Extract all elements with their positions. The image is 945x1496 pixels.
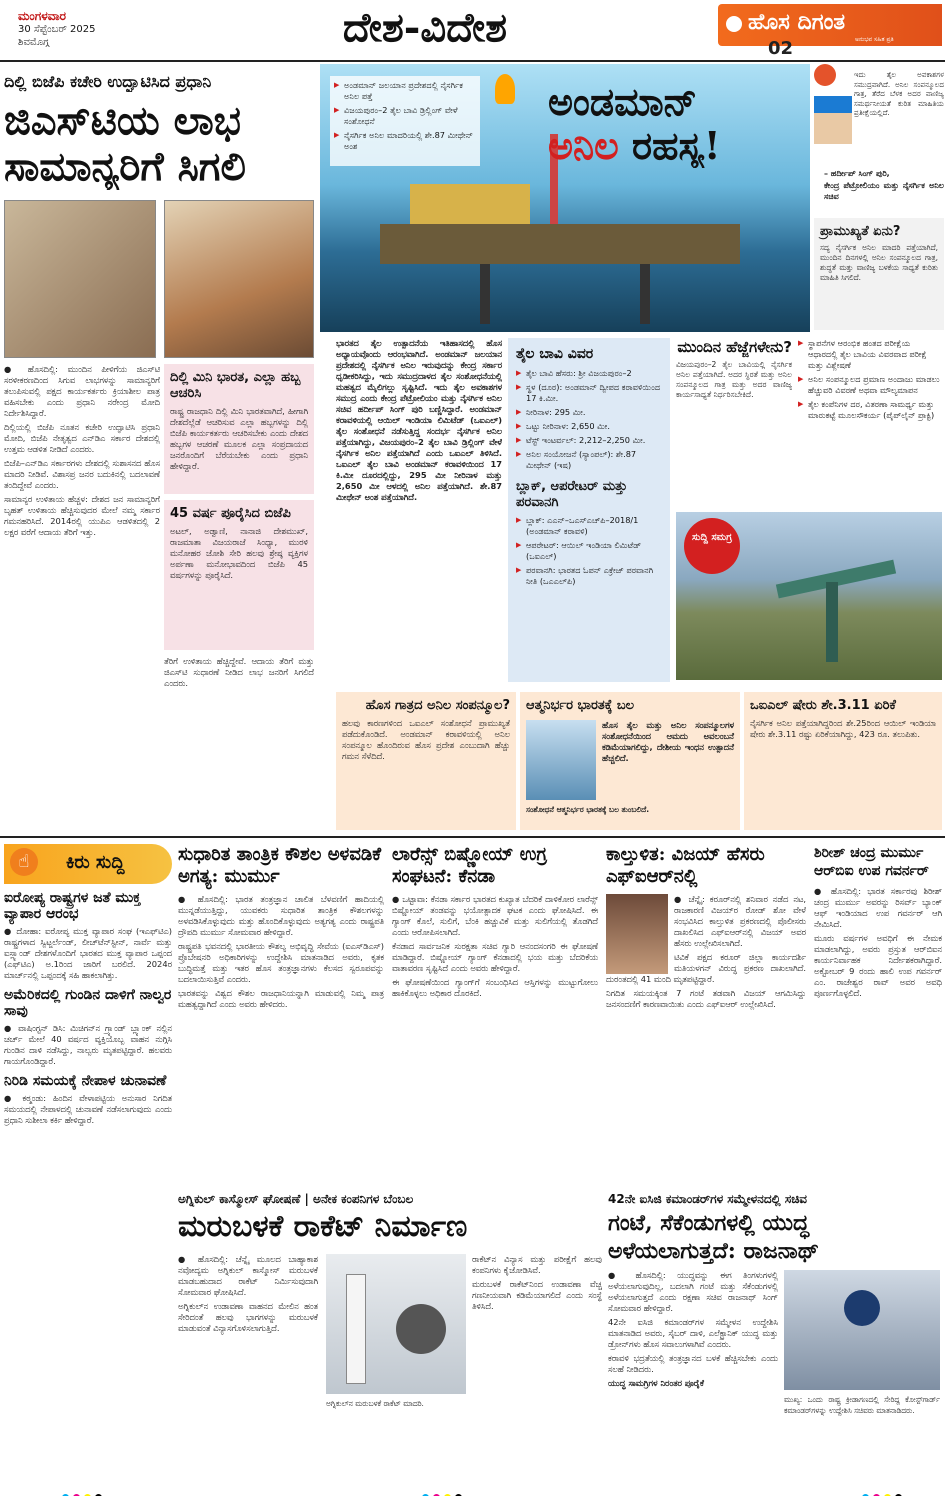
gas-title: ಹೊಸ ಗಾತ್ರದ ಅನಿಲ ಸಂಪನ್ಮೂಲ? bbox=[365, 698, 510, 713]
self-reliant-box bbox=[520, 692, 740, 830]
well-title: ತೈಲ ಬಾವಿ ವಿವರ bbox=[516, 346, 594, 362]
well-item: ▶ ಸ್ಥಳ (ದೂರ): ಅಂಡಮಾನ್ ದ್ವೀಪದ ಕರಾವಳಿಯಿಂದ 17 ಕಿ.ಮೀ. bbox=[516, 382, 662, 404]
block-item: ▶ ಬ್ಲಾಕ್: ಎಎನ್–ಒಎಸ್‌ಎಚ್‌ಪಿ–2018/1 (ಅಂಡಮಾನ್ ಕರಾವಳಿ) bbox=[516, 515, 662, 537]
why-title: ಪ್ರಾಮುಖ್ಯತೆ ಏನು? bbox=[820, 224, 901, 239]
kiru-title: ಕಿರು ಸುದ್ದಿ bbox=[66, 852, 125, 873]
page-number: 02 bbox=[768, 38, 794, 59]
rocket-kicker: ಅಗ್ನಿಕುಲ್ ಕಾಸ್ಮೋಸ್ ಘೋಷಣೆ | ಅನೇಕ ಕಂಪನಿಗಳ ಬೆಂಬಲ bbox=[178, 1192, 414, 1206]
canada-story bbox=[392, 844, 598, 1184]
karur-title: ಕಾಲ್ತುಳಿತ: ವಿಜಯ್ ಹೆಸರು ಎಫ್‌ಐಆರ್‌ನಲ್ಲಿ bbox=[606, 844, 765, 887]
finger-icon: ☝ bbox=[10, 848, 38, 876]
lead-photo-1 bbox=[4, 200, 156, 358]
kiru-s3-title: ನಿರಿಡಿ ಸಮಯಕ್ಕೆ ನೇಪಾಳ ಚುನಾವಣೆ bbox=[4, 1073, 167, 1089]
next-body: ವಿಜಯಪುರಂ–2 ತೈಲ ಬಾವಿಯಲ್ಲಿ ನೈಸರ್ಗಿಕ ಅನಿಲ ಪತ್ತೆಯಾಗಿದೆ. ಅದರ ಸ್ಥಿರತೆ ಮತ್ತು ಅನಿಲ ಸಂಪನ್ಮೂಲದ ಗಾತ್ರ ಮತ್ತು ಅದರ ವಾಣಿಜ್ಯ ಕಾರ್ಯಸಾಧ್ಯತೆ ನಿರ್ಧರಿಸಬೇಕಿದೆ. bbox=[676, 360, 792, 399]
shirish-body bbox=[814, 886, 942, 999]
rocket-para: ● ಹೊಸದಿಲ್ಲಿ: ಚೆನ್ನೈ ಮೂಲದ ಬಾಹ್ಯಾಕಾಶ ನವೋದ್ಯಮ ಅಗ್ನಿಕುಲ್ ಕಾಸ್ಮೋಸ್ ಮರುಬಳಕೆ ಮಾಡಬಹುದಾದ ರಾಕೆಟ್ ನಿರ್ಮಿಸುವುದಾಗಿ ಸೋಮವಾರ ಘೋಷಿಸಿದೆ. bbox=[178, 1254, 318, 1297]
kiru-s2-body: ● ವಾಷಿಂಗ್ಟನ್ ಡಿಸಿ: ಮಿಚಿಗನ್‌ನ ಗ್ರ್ಯಾಂಡ್ ಬ್ಲ್ಯಾಂಕ್ ನಲ್ಲಿನ ಚರ್ಚ್ ಮೇಲೆ 40 ವರ್ಷದ ವ್ಯಕ್ತಿಯೊಬ್ಬ ವಾಹನ ನುಗ್ಗಿಸಿ ಗುಂಡಿನ ದಾಳಿ ನಡೆಸಿದ್ದು, ನಾಲ್ವರು ಮೃತಪಟ್ಟಿದ್ದಾರೆ. ಹಲವರು ಗಾಯಗೊಂಡಿದ್ದಾರೆ. bbox=[4, 1023, 172, 1066]
lead-photo-2 bbox=[164, 200, 314, 358]
shirish-story bbox=[814, 844, 942, 1184]
murmu-para: ಭಾರತವನ್ನು ವಿಶ್ವದ ಕೌಶಲ ರಾಜಧಾನಿಯನ್ನಾಗಿ ಮಾಡುವಲ್ಲಿ ನಿಮ್ಮ ಪಾತ್ರ ಮಹತ್ವದ್ದಾಗಿದೆ ಎಂದು ಅವರು ಹೇಳಿದರು. bbox=[178, 988, 384, 1009]
city-label: ಶಿವಮೊಗ್ಗ bbox=[18, 37, 50, 48]
kiru-s1-body: ● ದೋಹಾ: ಐರೋಪ್ಯ ಮುಕ್ತ ವ್ಯಾಪಾರ ಸಂಘ (ಇಎಫ್‌ಟಿಎ) ರಾಷ್ಟ್ರಗಳಾದ ಸ್ವಿಟ್ಜರ್ಲೆಂಡ್, ಲೀಚ್‌ಟೆನ್‌ಸ್ಟೀನ್, ನಾರ್ವೆ ಮತ್ತು ಐಸ್ಲ್ಯಾಂಡ್ ದೇಶಗಳೊಂದಿಗೆ ಭಾರತದ ಮುಕ್ತ ವ್ಯಾಪಾರ ಒಪ್ಪಂದ (ಎಫ್‌ಟಿಎ) ಅ.1ರಿಂದ ಜಾರಿಗೆ ಬರಲಿದೆ. 2024ರ ಮಾರ್ಚ್‌ನಲ್ಲಿ ಒಪ್ಪಂದಕ್ಕೆ ಸಹಿ ಹಾಕಲಾಗಿತ್ತು. bbox=[4, 926, 172, 980]
brand-tagline: ಅನುಭವ ಸಹಿತ ಪ್ರತಿ bbox=[855, 36, 894, 43]
kiru-banner bbox=[4, 844, 172, 884]
lead-body-col1 bbox=[4, 364, 160, 834]
rajnath-photo bbox=[784, 1270, 940, 1390]
lead-body-col2 bbox=[164, 656, 314, 832]
quote-role: ಕೇಂದ್ರ ಪೆಟ್ರೋಲಿಯಂ ಮತ್ತು ನೈಸರ್ಗಿಕ ಅನಿಲ ಸಚಿವ bbox=[824, 181, 944, 201]
share-body: ನೈಸರ್ಗಿಕ ಅನಿಲ ಪತ್ತೆಯಾಗಿದ್ದರಿಂದ ಶೇ.25ರಿಂದ ಆಯಿಲ್ ಇಂಡಿಯಾ ಷೇರು ಶೇ.3.11 ರಷ್ಟು ಏರಿಕೆಯಾಗಿದ್ದು, 423 ರೂ. ತಲುಪಿತು. bbox=[750, 718, 936, 739]
engine-icon bbox=[396, 1304, 446, 1354]
self-caption: ಸಂಶೋಧನೆ ಆತ್ಮನಿರ್ಭರ ಭಾರತಕ್ಕೆ ಬಲ ತುಂಬಲಿದೆ. bbox=[526, 805, 650, 814]
rocket-photo bbox=[326, 1254, 466, 1394]
block-item: ▶ ಪರವಾನಗಿ: ಭಾರತದ ಓಪನ್ ಎಕ್ರೇಜ್ ಪರವಾನಗಿ ನೀತಿ (ಒಎಎಲ್‌ಪಿ) bbox=[516, 565, 662, 587]
canada-title: ಲಾರೆನ್ಸ್ ಬಿಷ್ಣೋಯ್ ಉಗ್ರ ಸಂಘಟನೆ: ಕೆನಡಾ bbox=[392, 844, 547, 887]
hero-bullet: ▶ ಅಂಡಮಾನ್ ಜಲಯಾನ ಪ್ರದೇಶದಲ್ಲಿ ನೈಸರ್ಗಿಕ ಅನಿಲ ಪತ್ತೆ bbox=[334, 80, 476, 102]
rig-deck bbox=[410, 184, 530, 224]
well-item: ▶ ತೈಲ ಬಾವಿ ಹೆಸರು: ಶ್ರೀ ವಿಜಯಪುರಂ–2 bbox=[516, 368, 662, 379]
block-item: ▶ ಆಪರೇಟರ್: ಆಯಿಲ್ ಇಂಡಿಯಾ ಲಿಮಿಟೆಡ್ (ಒಐಎಲ್) bbox=[516, 540, 662, 562]
rajnath-kicker: 42ನೇ ಐಸಿಜಿ ಕಮಾಂಡರ್‌ಗಳ ಸಮ್ಮೇಳನದಲ್ಲಿ ಸಚಿವ bbox=[608, 1192, 807, 1206]
quote-icon bbox=[814, 64, 836, 86]
rajnath-para: ● ಹೊಸದಿಲ್ಲಿ: ಯುದ್ಧವನ್ನು ಈಗ ತಿಂಗಳುಗಳಲ್ಲಿ ಅಳೆಯಲಾಗುವುದಿಲ್ಲ, ಬದಲಾಗಿ ಗಂಟೆ ಮತ್ತು ಸೆಕೆಂಡುಗಳಲ್ಲಿ ಅಳೆಯಲಾಗುತ್ತದೆ ಎಂದು ರಕ್ಷಣಾ ಸಚಿವ ರಾಜನಾಥ್ ಸಿಂಗ್ ಸೋಮವಾರ ಹೇಳಿದ್ದಾರೆ. bbox=[608, 1270, 778, 1313]
well-item: ▶ ಅನಿಲ ಸಂಯೋಜನೆ (ಸ್ಯಾಂಪಲ್): ಶೇ.87 ಮೀಥೇನ್ (ಇಷ) bbox=[516, 449, 662, 471]
karur-story bbox=[606, 844, 806, 1184]
kiru-s3-body: ● ಕಠ್ಮಂಡು: ಹಿಂದಿನ ವೇಳಾಪಟ್ಟಿಯ ಅನುಸಾರ ನಿಗದಿತ ಸಮಯದಲ್ಲಿ ನೇಪಾಳದಲ್ಲಿ ಚುನಾವಣೆ ನಡೆಸಲಾಗುವುದು ಎಂದು ಪ್ರಧಾನಿ ಸುಶೀಲಾ ಕರ್ಕಿ ಹೇಳಿದ್ದಾರೆ. bbox=[4, 1093, 172, 1125]
lead-para: ಸಾಮಾನ್ಯರ ಉಳಿತಾಯ ಹೆಚ್ಚಳ: ದೇಶದ ಜನ ಸಾಮಾನ್ಯರಿಗೆ ಬೃಹತ್ ಉಳಿತಾಯ ಹೆಚ್ಚಿಸುವುದರ ಮೇಲೆ ನಮ್ಮ ಸರ್ಕಾರ ಗಮನಹರಿಸಿದೆ. 2014ರಲ್ಲಿ ಯುಪಿಎ ಆಡಳಿತದಲ್ಲಿ 2 ಲಕ್ಷರ ವರೆಗೆ ಆದಾಯ ತೆರಿಗೆ ಇತ್ತು. bbox=[4, 494, 160, 537]
gas-box bbox=[336, 692, 516, 830]
next-item: ▶ ತೈಲ ಕಂಪೆನಿಗಳ ದರ, ವಿತರಣಾ ಸಾಮರ್ಥ್ಯ ಮತ್ತು ಮಾರುಕಟ್ಟೆ ಮೂಲಸೌಕರ್ಯ (ಪೈಪ್‌ಲೈನ್ ಪ್ರಾಕ್ಟಿ) bbox=[798, 399, 942, 421]
next-title: ಮುಂದಿನ ಹೆಜ್ಜೆಗಳೇನು? bbox=[677, 338, 792, 356]
mini-india-box bbox=[164, 364, 314, 494]
rocket-title: ಮರುಬಳಕೆ ರಾಕೆಟ್ ನಿರ್ಮಾಣ bbox=[178, 1209, 468, 1244]
hero-title-red: ಅನಿಲ bbox=[548, 123, 619, 168]
pumpjack-post bbox=[826, 582, 838, 662]
hero-title-line1: ಅಂಡಮಾನ್ bbox=[548, 80, 698, 124]
rajnath-title: ಗಂಟೆ, ಸೆಕೆಂಡುಗಳಲ್ಲಿ ಯುದ್ಧ ಅಳೆಯಲಾಗುತ್ತದೆ: ರಾಜನಾಥ್ bbox=[608, 1210, 820, 1264]
karur-para: ಟಿವಿಕೆ ಪಕ್ಷದ ಕರೂರ್ ಜಿಲ್ಲಾ ಕಾರ್ಯದರ್ಶಿ ಮತಿಯಳಗನ್ ವಿರುದ್ಧ ಪ್ರಕರಣ ದಾಖಲಾಗಿದೆ. ದುರಂತದಲ್ಲಿ 41 ಮಂದಿ ಮೃತಪಟ್ಟಿದ್ದಾರೆ. bbox=[606, 952, 806, 984]
suddi-samagra-badge: ಸುದ್ದಿ ಸಮಗ್ರ bbox=[684, 518, 740, 574]
lead-para: ಬಿಜೆಪಿ–ಎನ್‌ಡಿಎ ಸರ್ಕಾರಗಳು ದೇಶದಲ್ಲಿ ಸುಶಾಸನದ ಹೊಸ ಮಾದರಿ ನೀಡಿವೆ. ವಿಶಾಸಪ್ರ ಜನರ ಬದುಕಿನಲ್ಲಿ ಬದಲಾವಣೆ ತಂದಿದ್ದೇವೆ ಎಂದರು. bbox=[4, 458, 160, 490]
mini-india-body: ರಾಷ್ಟ್ರ ರಾಜಧಾನಿ ದಿಲ್ಲಿ ಮಿನಿ ಭಾರತವಾಗಿದೆ, ಹೀಗಾಗಿ ದೇಶದೆಲ್ಲೆಡೆ ಆಚರಿಸುವ ಎಲ್ಲಾ ಹಬ್ಬಗಳನ್ನು ದಿಲ್ಲಿ ಬಿಜೆಪಿ ಕಾರ್ಯಕರ್ತರು ಆಚರಿಸಬೇಕು ಎಂದು ದೇಶದ ಹಬ್ಬಗಳ ಆಚರಣೆ ಮೂಲಕ ಎಲ್ಲಾ ಸಂಪ್ರದಾಯದ ಜನರೊಂದಿಗೆ ಬೆರೆಯಬೇಕು ಎಂದು ಪ್ರಧಾನಿ ಹೇಳಿದ್ದಾರೆ. bbox=[170, 406, 308, 471]
brand-logo-icon bbox=[726, 16, 742, 32]
murmu-title: ಸುಧಾರಿತ ತಾಂತ್ರಿಕ ಕೌಶಲ ಅಳವಡಿಕೆ ಅಗತ್ಯ: ಮುರ್ಮು bbox=[178, 844, 382, 887]
rajnath-story bbox=[608, 1192, 942, 1482]
canada-para: ● ಒಟ್ಟಾವಾ: ಕೆನಡಾ ಸರ್ಕಾರ ಭಾರತದ ಕುಖ್ಯಾತ ಬೆದರಿಕೆ ದಾಳಿಕೋರ ಲಾರೆನ್ಸ್ ಬಿಷ್ಣೋಯ್ ತಂಡವನ್ನು ಭಯೋತ್ಪಾದಕ ಘಟಕ ಎಂದು ಘೋಷಿಸಿದೆ. ಈ ಗ್ಯಾಂಗ್ ಕೊಲೆ, ಸುಲಿಗೆ, ಬೆಂಕಿ ಹಚ್ಚುವಿಕೆ ಮತ್ತು ಸುಲಿಗೆಯಲ್ಲಿ ತೊಡಗಿದೆ ಎಂದು ಆರೋಪಿಸಲಾಗಿದೆ. bbox=[392, 894, 598, 937]
murmu-para: ರಾಷ್ಟ್ರಪತಿ ಭವನದಲ್ಲಿ ಭಾರತೀಯ ಕೌಶಲ್ಯ ಅಭಿವೃದ್ಧಿ ಸೇವೆಯ (ಐಎಸ್‌ಡಿಎಸ್) ಪ್ರೊಬೇಷನರಿ ಅಧಿಕಾರಿಗಳನ್ನು ಉದ್ದೇಶಿಸಿ ಮಾತನಾಡಿದ ಅವರು, ಕೃತಕ ಬುದ್ಧಿಮತ್ತೆ ಮತ್ತು ಇತರ ಹೊಸ ತಂತ್ರಜ್ಞಾನಗಳು ಕೆಲಸದ ಸ್ವರೂಪವನ್ನು ಬದಲಾಯಿಸುತ್ತಿವೆ ಎಂದರು. bbox=[178, 941, 384, 984]
lead-para: ದಿಲ್ಲಿಯಲ್ಲಿ ಬಿಜೆಪಿ ನೂತನ ಕಚೇರಿ ಉದ್ಘಾಟಿಸಿ ಪ್ರಧಾನಿ ಮೋದಿ, ಬಿಜೆಪಿ ನೇತೃತ್ವದ ಎನ್‌ಡಿಎ ಸರ್ಕಾರ ದೇಶದಲ್ಲಿ ಉತ್ತಮ ಆಡಳಿತ ನೀಡಿದೆ ಎಂದರು. bbox=[4, 422, 160, 454]
print-marks bbox=[860, 1486, 920, 1496]
rajnath-para: 42ನೇ ಐಸಿಜಿ ಕಮಾಂಡರ್‌ಗಳ ಸಮ್ಮೇಳನ ಉದ್ದೇಶಿಸಿ ಮಾತನಾಡಿದ ಅವರು, ಸೈಬರ್ ದಾಳಿ, ಎಲೆಕ್ಟ್ರಾನಿಕ್ ಯುದ್ಧ ಮತ್ತು ಡ್ರೋನ್‌ಗಳು ಹೊಸ ಸವಾಲುಗಳಾಗಿವೆ ಎಂದರು. bbox=[608, 1317, 778, 1349]
quote-name: – ಹರ್ದೀಪ್ ಸಿಂಗ್ ಪುರಿ, bbox=[824, 169, 890, 178]
rig-small-photo bbox=[526, 720, 596, 800]
print-marks bbox=[420, 1486, 480, 1496]
karur-para: ● ಚೆನ್ನೈ: ಕರೂರ್‌ನಲ್ಲಿ ಶನಿವಾರ ನಡೆದ ನಟ, ರಾಜಕಾರಣಿ ವಿಜಯ್‌ರ ರೋಡ್ ಶೋ ವೇಳೆ ಸಂಭವಿಸಿದ ಕಾಲ್ತುಳಿತ ಪ್ರಕರಣದಲ್ಲಿ ಪೊಲೀಸರು ದಾಖಲಿಸಿದ ಎಫ್‌ಐಆರ್‌ನಲ್ಲಿ ವಿಜಯ್ ಅವರ ಹೆಸರು ಉಲ್ಲೇಖಿಸಲಾಗಿದೆ. bbox=[674, 894, 806, 948]
flare-fire bbox=[495, 74, 515, 104]
bjp-45-box bbox=[164, 500, 314, 650]
print-marks bbox=[60, 1486, 120, 1496]
next-list bbox=[798, 338, 942, 508]
shirish-para: ● ಹೊಸದಿಲ್ಲಿ: ಭಾರತ ಸರ್ಕಾರವು ಶಿರೀಶ್ ಚಂದ್ರ ಮುರ್ಮು ಅವರನ್ನು ರಿಸರ್ವ್ ಬ್ಯಾಂಕ್ ಆಫ್ ಇಂಡಿಯಾದ ಉಪ ಗವರ್ನರ್ ಆಗಿ ನೇಮಿಸಿದೆ. bbox=[814, 886, 942, 929]
well-details-box bbox=[508, 338, 670, 682]
karur-para: ನಿಗದಿತ ಸಮಯಕ್ಕಿಂತ 7 ಗಂಟೆ ತಡವಾಗಿ ವಿಜಯ್ ಆಗಮಿಸಿದ್ದು ಜನಸಂದಣಿಗೆ ಕಾರಣವಾಯಿತು ಎಂದು ಎಫ್‌ಐಆರ್ ಉಲ್ಲೇಖಿಸಿದೆ. bbox=[606, 988, 806, 1009]
murmu-story bbox=[178, 844, 384, 1184]
hero-bullets bbox=[330, 76, 480, 166]
kiru-s2-title: ಅಮೆರಿಕದಲ್ಲಿ ಗುಂಡಿನ ದಾಳಿಗೆ ನಾಲ್ವರ ಸಾವು bbox=[4, 987, 172, 1019]
quote-body: ಇದು ತೈಲ ಅವಕಾಶಗಳ ಸಮುದ್ರವಾಗಿದೆ. ಅನಿಲ ಸಂಪನ್ಮೂಲದ ಗಾತ್ರ, ತೆರೆದ ಬೆಳಕ ಅದರ ವಾಣಿಜ್ಯ ಸಮರ್ಥನೀಯತೆ ಕುರಿತ ಮಾಹಿತಿಯ ಪ್ರತೀಕ್ಷೆಯಲ್ಲಿದೆ. bbox=[854, 70, 944, 117]
lead-kicker: ದಿಲ್ಲಿ ಬಿಜೆಪಿ ಕಚೇರಿ ಉದ್ಘಾಟಿಸಿದ ಪ್ರಧಾನಿ bbox=[4, 72, 212, 91]
section-title: ದೇಶ-ವಿದೇಶ bbox=[342, 4, 508, 51]
well-item: ▶ ನೀರಿನಾಳ: 295 ಮೀ. bbox=[516, 407, 662, 418]
next-steps bbox=[676, 338, 792, 508]
rocket-para: ಮರುಬಳಕೆ ರಾಕೆಟ್‌ನಿಂದ ಉಡಾವಣಾ ವೆಚ್ಚ ಗಣನೀಯವಾಗಿ ಕಡಿಮೆಯಾಗಲಿದೆ ಎಂದು ಸಂಸ್ಥೆ ತಿಳಿಸಿದೆ. bbox=[472, 1279, 602, 1311]
murmu-body bbox=[178, 894, 384, 1010]
date-label: 30 ಸೆಪ್ಟೆಂಬರ್ 2025 bbox=[18, 24, 96, 35]
rig-platform bbox=[380, 224, 740, 264]
brand-name: ಹೊಸ ದಿಗಂತ bbox=[748, 10, 846, 35]
rajnath-caption: ಮುಖ್ಯ: ಒಂದು ರಾಷ್ಟ್ರ ಕ್ರೀಡಾಗಣದಲ್ಲಿ ಸೇರಿದ್ದ ಕೋಸ್ಟ್‌ಗಾರ್ಡ್ ಕಮಾಂಡರ್‌ಗಳನ್ನು ಉದ್ದೇಶಿಸಿ ಸಚಿವರು ಮಾತನಾಡಿದರು. bbox=[784, 1395, 940, 1415]
rig-leg bbox=[640, 264, 650, 324]
block-title: ಬ್ಲಾಕ್, ಆಪರೇಟರ್ ಮತ್ತು ಪರವಾನಗಿ bbox=[516, 479, 628, 510]
rocket-caption: ಅಗ್ನಿಕುಲ್‌ನ ಮರುಬಳಕೆ ರಾಕೆಟ್ ಮಾದರಿ. bbox=[326, 1399, 424, 1408]
rocket-para: ರಾಕೆಟ್‌ನ ವಿನ್ಯಾಸ ಮತ್ತು ಪರೀಕ್ಷೆಗೆ ಹಲವು ಕಂಪನಿಗಳು ಕೈಜೋಡಿಸಿವೆ. bbox=[472, 1254, 602, 1275]
lead-para: ● ಹೊಸದಿಲ್ಲಿ: ಮುಂದಿನ ಪೀಳಿಗೆಯ ಜಿಎಸ್‌ಟಿ ಸರಳೀಕರಣದಿಂದ ಸಿಗುವ ಲಾಭಗಳನ್ನು ಸಾಮಾನ್ಯರಿಗೆ ತಲುಪಿಸುವಲ್ಲಿ ಪಕ್ಷದ ಕಾರ್ಯಕರ್ತರು ಕ್ರಿಯಾಶೀಲ ಪಾತ್ರ ವಹಿಸಬೇಕು ಎಂದು ಪ್ರಧಾನಿ ನರೇಂದ್ರ ಮೋದಿ ನಿರ್ದೇಶಿಸಿದ್ದಾರೆ. bbox=[4, 364, 160, 418]
shirish-title: ಶಿರೀಶ್ ಚಂದ್ರ ಮುರ್ಮು ಆರ್‌ಬಿಐ ಉಪ ಗವರ್ನರ್ bbox=[814, 845, 929, 879]
hero-article: ಭಾರತದ ತೈಲ ಉತ್ಪಾದನೆಯ ಇತಿಹಾಸದಲ್ಲಿ ಹೊಸ ಅಧ್ಯಾಯವೊಂದು ಆರಂಭವಾಗಿದೆ. ಅಂಡಮಾನ್ ಜಲಯಾನ ಪ್ರದೇಶದಲ್ಲಿ ನೈಸರ್ಗಿಕ ಅನಿಲ ಇರುವುದನ್ನು ಕೇಂದ್ರ ಸರ್ಕಾರ ಧೃಡೀಕರಿಸಿದ್ದು, ಇದು ಸಮುದ್ರದಾಳದ ತೈಲ ಸಂಶೋಧನೆಯಲ್ಲಿ ಮಹತ್ವದ ಮೈಲಿಗಲ್ಲು ಸೃಷ್ಟಿಸಿದೆ. ಇದು ತೈಲ ಅವಕಾಶಗಳ ಸಮುದ್ರ ಎಂದು ಕೇಂದ್ರ ಪೆಟ್ರೋಲಿಯಂ ಮತ್ತು ನೈಸರ್ಗಿಕ ಅನಿಲ ಸಚಿವ ಹರ್ದೀಪ್ ಸಿಂಗ್ ಪುರಿ ಬಣ್ಣಿಸಿದ್ದಾರೆ. ಅಂಡಮಾನ್ ಕರಾವಳಿಯಲ್ಲಿ ಆಯಿಲ್ ಇಂಡಿಯಾ ಲಿಮಿಟೆಡ್ (ಒಐಎಲ್) ತೈಲ ಸಂಶೋಧನೆ ನಡೆಸುತ್ತಿದ್ದ ಸಂದರ್ಭ ನೈಸರ್ಗಿಕ ಅನಿಲ ಪತ್ತೆಯಾಗಿದ್ದು, ವಿಜಯಪುರಂ–2 ತೈಲ ಬಾವಿ ಡ್ರಿಲ್ಲಿಂಗ್ ವೇಳೆ ನೈಸರ್ಗಿಕ ಅನಿಲ ಪತ್ತೆಯಾಗಿದೆ ಎಂದು ಒಐಎಲ್ ತಿಳಿಸಿದೆ. ಒಐಎಲ್ ತೈಲ ಬಾವಿ ಅಂಡಮಾನ್ ಕರಾವಳಿಯಿಂದ 17 ಕಿ.ಮೀ ದೂರದಲ್ಲಿದ್ದು, 295 ಮೀ ನೀರಿನಾಳ ಮತ್ತು 2,650 ಮೀ ಆಳದಲ್ಲಿ ಅನಿಲ ಪತ್ತೆಯಾಗಿದೆ. ಶೇ.87 ಮೀಥೇನ್ ಅಂಶ ಪತ್ತೆಯಾಗಿದೆ. bbox=[336, 338, 502, 502]
hero-title bbox=[548, 80, 798, 168]
mid-rule bbox=[0, 836, 945, 838]
mini-india-title: ದಿಲ್ಲಿ ಮಿನಿ ಭಾರತ, ಎಲ್ಲಾ ಹಬ್ಬ ಆಚರಿಸಿ bbox=[170, 370, 301, 401]
share-title: ಒಐಎಲ್ ಷೇರು ಶೇ.3.11 ಏರಿಕೆ bbox=[750, 698, 896, 713]
gas-body: ಹಲವು ಕಾರಣಗಳಿಂದ ಒಐಎಲ್ ಸಂಶೋಧನೆ ಪ್ರಾಮುಖ್ಯತೆ ಪಡೆದುಕೊಂಡಿದೆ. ಅಂಡಮಾನ್ ಕರಾವಳಿಯಲ್ಲಿ ಅನಿಲ ಸಂಪನ್ಮೂಲ ಹೊಂದಿರುವ ಹೊಸ ಪ್ರದೇಶ ಎಂಬುದಾಗಿ ಹೆಚ್ಚು ಗಮನ ಸೆಳೆದಿದೆ. bbox=[342, 718, 510, 761]
kiru-column bbox=[4, 890, 172, 1490]
why-box bbox=[814, 218, 944, 330]
coast-guard-emblem bbox=[844, 1290, 880, 1326]
header-rule bbox=[0, 60, 945, 62]
shirish-para: ಮೂರು ವರ್ಷಗಳ ಅವಧಿಗೆ ಈ ನೇಮಕ ಮಾಡಲಾಗಿದ್ದು, ಅವರು ಪ್ರಸ್ತುತ ಆರ್‌ಬಿಐನ ಕಾರ್ಯನಿರ್ವಾಹಕ ನಿರ್ದೇಶಕರಾಗಿದ್ದಾರೆ. ಅಕ್ಟೋಬರ್ 9 ರಂದು ಹಾಲಿ ಉಪ ಗವರ್ನರ್ ಎಂ. ರಾಜೇಶ್ವರ ರಾವ್ ಅವರ ಅವಧಿ ಪೂರ್ಣಗೊಳ್ಳಲಿದೆ. bbox=[814, 933, 942, 998]
rocket-icon bbox=[346, 1274, 366, 1384]
hero-bullet: ▶ ವಿಜಯಪುರಂ–2 ತೈಲ ಬಾವಿ ಡ್ರಿಲ್ಲಿಂಗ್ ವೇಳೆ ಸಂಶೋಧನೆ bbox=[334, 105, 476, 127]
day-label: ಮಂಗಳವಾರ bbox=[18, 10, 67, 23]
canada-body bbox=[392, 894, 598, 999]
self-body: ಹೊಸ ತೈಲ ಮತ್ತು ಅನಿಲ ಸಂಪನ್ಮೂಲಗಳ ಸಂಶೋಧನೆಯಿಂದ ಆಮದು ಅವಲಂಬನೆ ಕಡಿಮೆಯಾಗಲಿದ್ದು, ದೇಶೀಯ ಇಂಧನ ಉತ್ಪಾದನೆ ಹೆಚ್ಚಲಿದೆ. bbox=[602, 720, 734, 763]
next-item: ▶ ಅನಿಲ ಸಂಪನ್ಮೂಲದ ಪ್ರಮಾಣ ಅಂದಾಜು ಮಾಡಲು ಹೆಚ್ಚುವರಿ ವಿವರಣೆ ಅಥವಾ ಮೌಲ್ಯಮಾಪನ bbox=[798, 374, 942, 396]
well-item: ▶ ಟೆಸ್ಟ್ ಇಂಟರ್ವಲ್: 2,212–2,250 ಮೀ. bbox=[516, 435, 662, 446]
share-box bbox=[744, 692, 942, 830]
rocket-body-col1 bbox=[178, 1254, 318, 1337]
bjp-45-body: ಅಟಲ್, ಅಡ್ವಾಣಿ, ನಾನಾಜಿ ದೇಶಮುಖ್, ರಾಜಮಾತಾ ವಿಜಯರಾಜೆ ಸಿಂಧ್ಯಾ, ಮುರಳಿ ಮನೋಹರ ಜೋಶಿ ಸೇರಿ ಹಲವು ಶ್ರೇಷ್ಠ ವ್ಯಕ್ತಿಗಳ ಅರ್ಪಣಾ ಮನೋಭಾವದಿಂದ ಬಿಜೆಪಿ 45 ವರ್ಷಗಳನ್ನು ಪೂರೈಸಿದೆ. bbox=[170, 526, 308, 580]
masthead-date bbox=[18, 10, 218, 49]
why-body: ಸದ್ಯ ನೈಸರ್ಗಿಕ ಅನಿಲ ಮಾದರಿ ಪತ್ತೆಯಾಗಿದೆ, ಮುಂದಿನ ದಿನಗಳಲ್ಲಿ ಅನಿಲ ಸಂಪನ್ಮೂಲದ ಗಾತ್ರ, ಶುದ್ಧತೆ ಮತ್ತು ವಾಣಿಜ್ಯ ಬಳಕೆಯ ಸಾಧ್ಯತೆ ಕುರಿತು ಮಾಹಿತಿ ಸಿಗಲಿದೆ. bbox=[820, 243, 938, 282]
rajnath-footer: ಯುದ್ಧ ಸಾಮಗ್ರಿಗಳ ನಿರಂತರ ಪೂರೈಕೆ bbox=[608, 1378, 704, 1388]
murmu-para: ● ಹೊಸದಿಲ್ಲಿ: ಭಾರತ ತಂತ್ರಜ್ಞಾನ ಚಾಲಿತ ಬೆಳವಣಿಗೆ ಹಾದಿಯಲ್ಲಿ ಮುನ್ನಡೆಯುತ್ತಿದ್ದು, ಯುವಕರು ಸುಧಾರಿತ ತಾಂತ್ರಿಕ ಕೌಶಲಗಳನ್ನು ಅಳವಡಿಸಿಕೊಳ್ಳುವುದು ಮತ್ತು ಹೊಂದಿಕೊಳ್ಳುವುದು ಅತ್ಯಗತ್ಯ ಎಂದು ರಾಷ್ಟ್ರಪತಿ ದ್ರೌಪದಿ ಮುರ್ಮು ಸೋಮವಾರ ಹೇಳಿದ್ದಾರೆ. bbox=[178, 894, 384, 937]
canada-para: ಈ ಘೋಷಣೆಯಿಂದ ಗ್ಯಾಂಗ್‌ಗೆ ಸಂಬಂಧಿಸಿದ ಆಸ್ತಿಗಳನ್ನು ಮುಟ್ಟುಗೋಲು ಹಾಕಿಕೊಳ್ಳಲು ಅಧಿಕಾರ ದೊರಕಿದೆ. bbox=[392, 977, 598, 998]
lead-para: ತೆರಿಗೆ ಉಳಿತಾಯ ಹೆಚ್ಚಿದ್ದೇವೆ. ಆದಾಯ ತೆರಿಗೆ ಮತ್ತು ಜಿಎಸ್‌ಟಿ ಸುಧಾರಣೆ ನೀಡಿದ ಲಾಭ ಜನರಿಗೆ ಸಿಗಲಿದೆ ಎಂದರು. bbox=[164, 656, 314, 688]
well-item: ▶ ಒಟ್ಟು ನೀರಿನಾಳ: 2,650 ಮೀ. bbox=[516, 421, 662, 432]
canada-para: ಕೆನಡಾದ ಸಾರ್ವಜನಿಕ ಸುರಕ್ಷತಾ ಸಚಿವ ಗ್ಯಾರಿ ಆನಂದಸಂಗರಿ ಈ ಘೋಷಣೆ ಮಾಡಿದ್ದಾರೆ. ಬಿಷ್ಣೋಯ್ ಗ್ಯಾಂಗ್ ಕೆನಡಾದಲ್ಲಿ ಭಯ ಮತ್ತು ಬೆದರಿಕೆಯ ವಾತಾವರಣ ಸೃಷ್ಟಿಸಿದೆ ಎಂದು ಅವರು ಹೇಳಿದ್ದಾರೆ. bbox=[392, 941, 598, 973]
hero-bullet: ▶ ನೈಸರ್ಗಿಕ ಅನಿಲ ಮಾದರಿಯಲ್ಲಿ ಶೇ.87 ಮೀಥೇನ್ ಅಂಶ bbox=[334, 130, 476, 152]
rig-leg bbox=[480, 264, 490, 324]
rocket-para: ಅಗ್ನಿಕುಲ್‌ನ ಉಡಾವಣಾ ವಾಹನದ ಮೇಲಿನ ಹಂತ ಸೇರಿದಂತೆ ಹಲವು ಭಾಗಗಳನ್ನು ಮರುಬಳಕೆ ಮಾಡುವಂತೆ ವಿನ್ಯಾಸಗೊಳಿಸಲಾಗುತ್ತಿದೆ. bbox=[178, 1301, 318, 1333]
vijay-photo bbox=[606, 894, 668, 974]
kiru-s1-title: ಐರೋಪ್ಯ ರಾಷ್ಟ್ರಗಳ ಜತೆ ಮುಕ್ತ ವ್ಯಾಪಾರ ಆರಂಭ bbox=[4, 890, 141, 922]
bjp-45-title: 45 ವರ್ಷ ಪೂರೈಸಿದ ಬಿಜೆಪಿ bbox=[170, 506, 291, 521]
lead-headline: ಜಿಎಸ್‌ಟಿಯ ಲಾಭ ಸಾಮಾನ್ಯರಿಗೆ ಸಿಗಲಿ bbox=[4, 98, 246, 190]
minister-photo bbox=[814, 96, 852, 144]
rocket-body-col3 bbox=[472, 1254, 602, 1315]
hero-title-line2: ರಹಸ್ಯ! bbox=[632, 123, 721, 168]
rajnath-para: ಕರಾವಳಿ ಭದ್ರತೆಯಲ್ಲಿ ತಂತ್ರಜ್ಞಾನದ ಬಳಕೆ ಹೆಚ್ಚಿಸಬೇಕು ಎಂದು ಸಲಹೆ ನೀಡಿದರು. bbox=[608, 1353, 778, 1374]
self-title: ಆತ್ಮನಿರ್ಭರ ಭಾರತಕ್ಕೆ ಬಲ bbox=[526, 698, 635, 713]
next-item: ▶ ಸ್ಥಾಪನೆಗಳ ಆರಂಭಿಕ ಹಂತದ ಪರೀಕ್ಷೆಯ ಆಧಾರದಲ್ಲಿ ತೈಲ ಬಾವಿಯ ವಿವರವಾದ ಪರೀಕ್ಷೆ ಮತ್ತು ವಿಶ್ಲೇಷಣೆ bbox=[798, 338, 942, 371]
rocket-story bbox=[178, 1192, 602, 1482]
minister-quote bbox=[814, 64, 944, 214]
rajnath-body bbox=[608, 1270, 778, 1392]
